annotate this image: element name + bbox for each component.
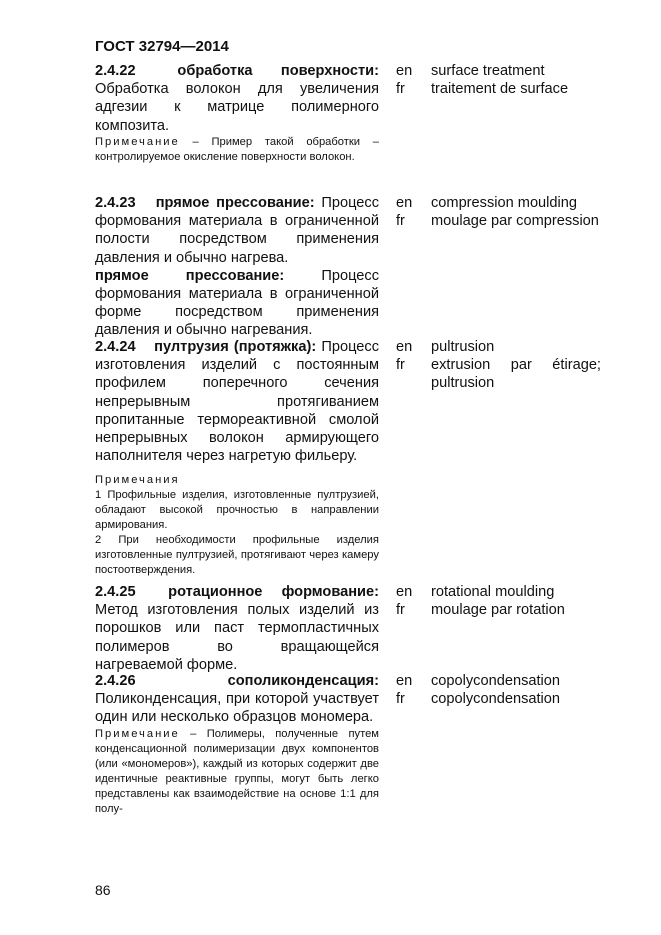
lang-code-en: en: [396, 63, 413, 79]
note-label: Примечание: [95, 135, 180, 148]
note-text: – Полимеры, полученные путем конденсационной полимеризации двух компонентов (или «мономеров»), каждый из которых содержит две идентичные реактивные группы, могут быть легко представлены как взаимодействие на основе 1:1 для полу-: [95, 727, 380, 815]
term-alt-definition: Процесс формования материала в ограниченной форме посредством применения давления и обычно нагревания.: [95, 267, 379, 339]
equivalent-fr: moulage par compression: [431, 213, 599, 230]
term-number: 2.4.24: [95, 339, 136, 355]
term-alt-name: прямое прессование:: [95, 267, 285, 284]
foreign-equivalents: [431, 583, 601, 619]
term-definition: Процесс изготовления изделий с постоянным профилем поперечного сечения непрерывным протягиванием пропитанные термореактивной смолой непрерывных волокон армирующего наполнителя через нагретую фильеру.: [95, 339, 379, 465]
term-definition: Поликонденсация, при которой участвует один или несколько образцов мономера.: [95, 691, 379, 726]
term-definition: Обработка волокон для увеличения адгезии к матрице полимерного композита.: [95, 81, 379, 134]
term-paragraph: [95, 672, 379, 727]
lang-code-en: en: [396, 339, 413, 355]
term-note: [95, 727, 379, 817]
lang-code-fr: fr: [396, 602, 405, 619]
term-paragraph: [95, 583, 379, 674]
term-definition-column: [95, 62, 379, 165]
foreign-equivalents: [431, 62, 601, 98]
lang-code-en: en: [396, 584, 413, 600]
term-note: [95, 135, 379, 165]
term-paragraph: [95, 194, 379, 267]
foreign-equivalents: [431, 194, 601, 230]
page-number: 86: [95, 882, 111, 898]
language-codes: [396, 62, 426, 98]
equivalent-en: surface treatment: [431, 63, 545, 79]
lang-code-fr: fr: [396, 81, 405, 98]
term-number: 2.4.22: [95, 63, 136, 79]
note-label: Примечание: [95, 727, 180, 740]
note-item-2: 2 При необходимости профильные изделия изготовленные пултрузией, протягивают через камеру постоотверждения.: [95, 534, 379, 577]
term-definition-column: [95, 194, 379, 340]
term-number: 2.4.25: [95, 584, 136, 600]
term-name: сополиконденсация:: [227, 673, 379, 689]
foreign-equivalents: [431, 338, 601, 393]
notes-label: Примечания: [95, 474, 180, 487]
term-alt-paragraph: [95, 267, 379, 340]
equivalent-fr: traitement de surface: [431, 81, 569, 98]
note-item-1: 1 Профильные изделия, изготовленные пултрузией, обладают высокой прочностью в направлении армирования.: [95, 489, 379, 532]
term-name: прямое прессование:: [155, 195, 315, 211]
note-text: – Пример такой обработки – контролируемое окисление поверхности волокон.: [95, 135, 380, 163]
language-codes: [396, 672, 426, 708]
term-name: пултрузия (протяжка):: [154, 339, 317, 355]
term-definition: Метод изготовления полых изделий из порошков или паст термопластичных полимеров во вращающейся нагреваемой форме.: [95, 602, 379, 673]
term-definition-column: [95, 583, 379, 674]
language-codes: [396, 338, 426, 374]
term-definition-column: [95, 672, 379, 817]
term-paragraph: [95, 62, 379, 135]
term-definition-column: [95, 338, 379, 578]
language-codes: [396, 194, 426, 230]
term-notes: [95, 473, 379, 578]
foreign-equivalents: [431, 672, 601, 708]
lang-code-fr: fr: [396, 357, 405, 374]
equivalent-en: pultrusion: [431, 339, 495, 355]
document-header: ГОСТ 32794—2014: [95, 38, 229, 55]
lang-code-en: en: [396, 195, 413, 211]
lang-code-fr: fr: [396, 691, 405, 708]
equivalent-fr: copolycondensation: [431, 691, 561, 708]
equivalent-fr: extrusion par étirage; pultrusion: [431, 357, 601, 392]
term-paragraph: [95, 338, 379, 465]
term-definition: Процесс формования материала в ограниченной полости посредством применения давления и обычно нагрева.: [95, 195, 379, 266]
lang-code-en: en: [396, 673, 413, 689]
equivalent-fr: moulage par rotation: [431, 602, 565, 619]
term-number: 2.4.23: [95, 195, 136, 211]
equivalent-en: compression moulding: [431, 195, 578, 211]
equivalent-en: rotational moulding: [431, 584, 555, 600]
term-number: 2.4.26: [95, 673, 136, 689]
equivalent-en: copolycondensation: [431, 673, 561, 689]
lang-code-fr: fr: [396, 213, 405, 230]
term-name: обработка поверхности:: [177, 63, 379, 79]
term-name: ротационное формование:: [168, 584, 379, 600]
language-codes: [396, 583, 426, 619]
